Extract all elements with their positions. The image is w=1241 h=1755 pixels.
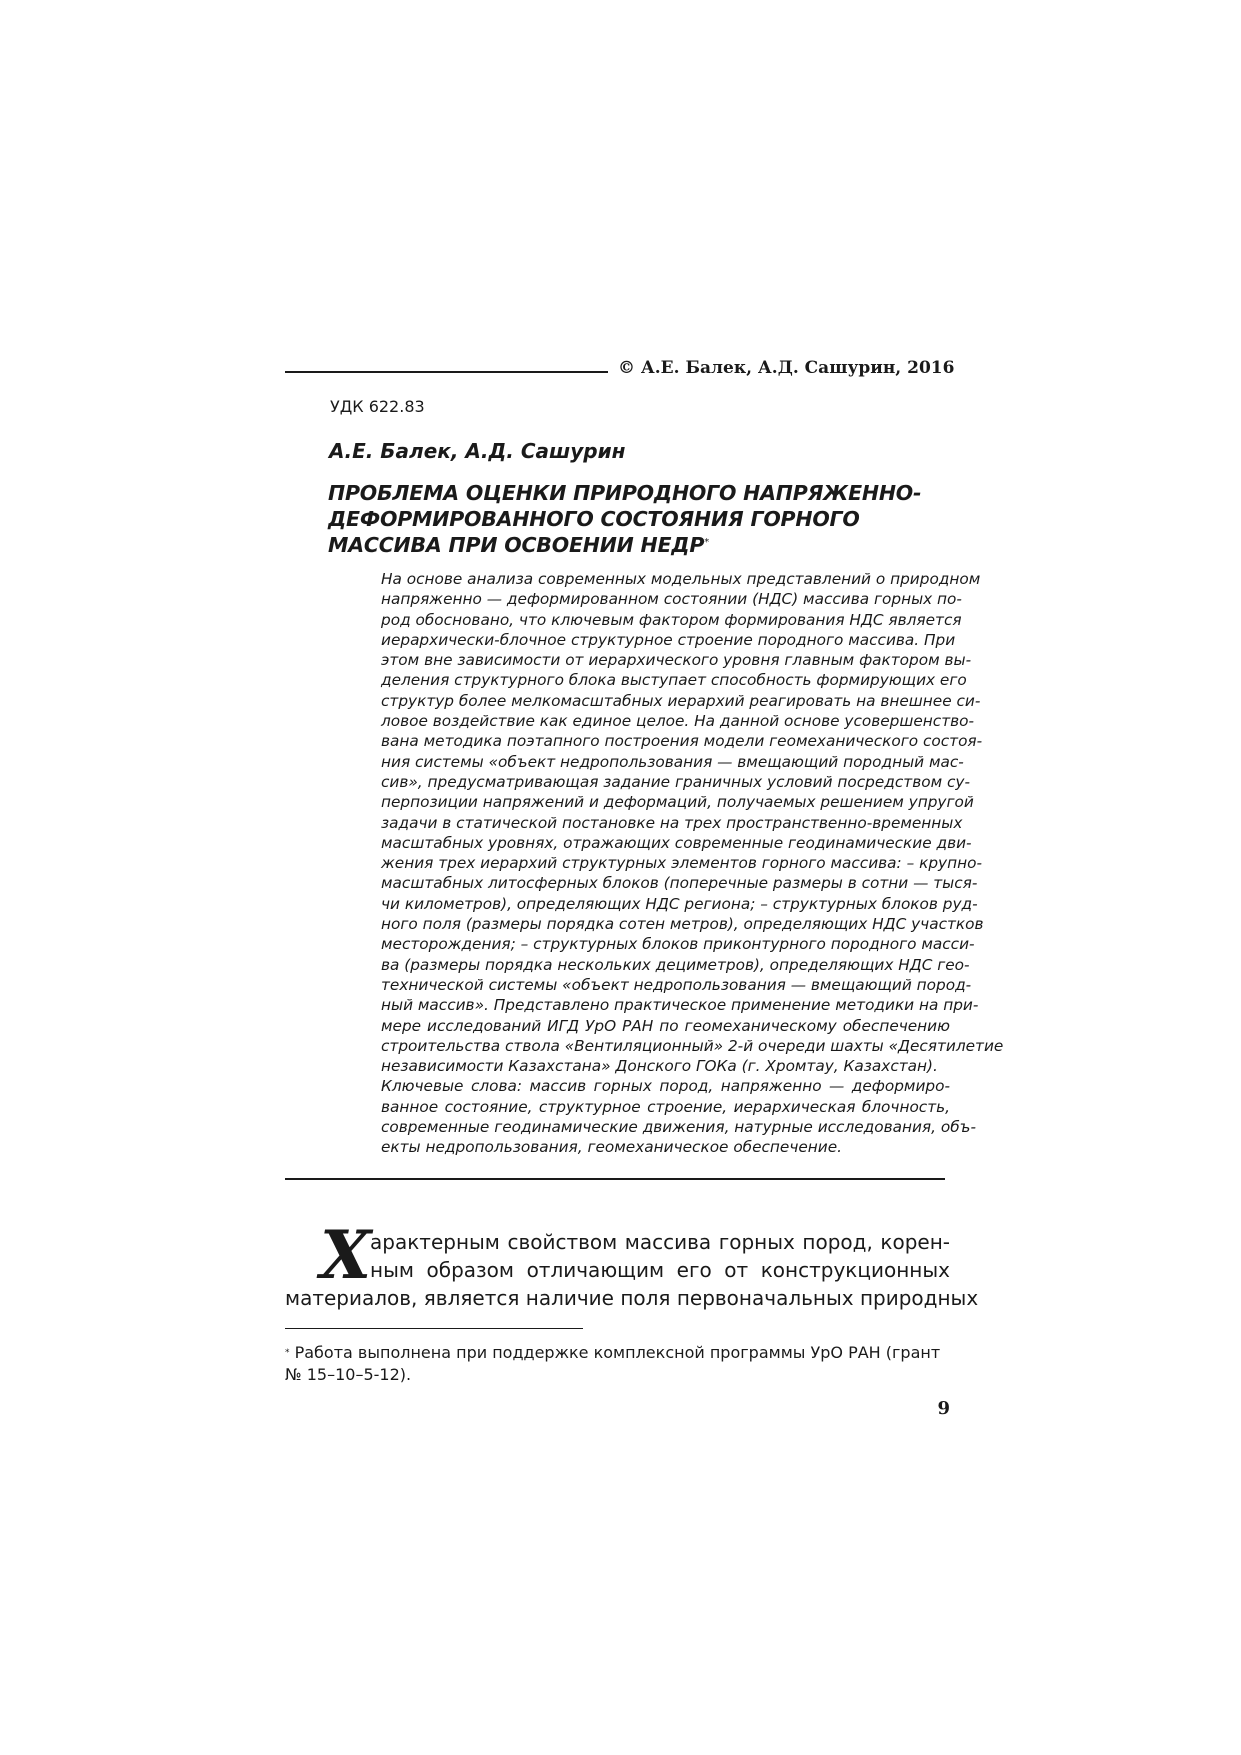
abstract-line: ловое воздействие как единое целое. На данной основе усовершенство- <box>381 712 975 731</box>
title-line: ПРОБЛЕМА ОЦЕНКИ ПРИРОДНОГО НАПРЯЖЕННО- <box>328 481 922 505</box>
title-line: ДЕФОРМИРОВАННОГО СОСТОЯНИЯ ГОРНОГО <box>328 507 860 531</box>
abstract-line: ный массив». Представлено практическое применение методики на при- <box>381 996 979 1015</box>
keywords-line: современные геодинамические движения, натурные исследования, объ- <box>381 1118 976 1137</box>
body-text <box>285 1228 979 1312</box>
header-rule <box>285 371 608 373</box>
body-line: арактерным свойством массива горных пород, корен- <box>370 1230 950 1254</box>
copyright-line: © А.Е. Балек, А.Д. Сашурин, 2016 <box>618 358 955 378</box>
drop-cap: Х <box>320 1216 372 1294</box>
footnote-line: № 15–10–5-12). <box>285 1365 412 1384</box>
udk-code: УДК 622.83 <box>330 397 425 416</box>
abstract-line: На основе анализа современных модельных представлений о природном <box>381 570 981 588</box>
abstract-line: деления структурного блока выступает способность формирующих его <box>381 671 967 690</box>
abstract-line: структур более мелкомасштабных иерархий реагировать на внешнее си- <box>381 691 981 710</box>
article-title <box>328 480 928 558</box>
title-line <box>328 532 928 558</box>
footnote-text: Работа выполнена при поддержке комплексной программы УрО РАН (грант <box>294 1343 941 1362</box>
title-footnote-mark: * <box>704 537 710 548</box>
body-line: ным образом отличающим его от конструкционных <box>370 1258 950 1282</box>
abstract-line: ния системы «объект недропользования — вмещающий породный мас- <box>381 752 964 771</box>
keywords-line: ванное состояние, структурное строение, иерархическая блочность, <box>381 1097 950 1116</box>
section-rule <box>285 1178 945 1180</box>
title-line-text: МАССИВА ПРИ ОСВОЕНИИ НЕДР <box>328 533 705 557</box>
abstract-line: мере исследований ИГД УрО РАН по геомеханическому обеспечению <box>381 1016 950 1035</box>
footnote-mark: * <box>285 1348 290 1358</box>
abstract-line: напряженно — деформированном состоянии (НДС) массива горных по- <box>381 590 962 609</box>
authors: А.Е. Балек, А.Д. Сашурин <box>329 439 626 463</box>
footnote <box>285 1342 950 1386</box>
abstract-line: перпозиции напряжений и деформаций, получаемых решением упругой <box>381 793 974 812</box>
abstract-line: этом вне зависимости от иерархического уровня главным фактором вы- <box>381 651 972 670</box>
abstract-line: вана методика поэтапного построения модели геомеханического состоя- <box>381 732 983 751</box>
abstract-line: иерархически-блочное структурное строение породного массива. При <box>381 630 956 649</box>
abstract-line: масштабных литосферных блоков (поперечные размеры в сотни — тыся- <box>381 874 978 893</box>
abstract-line: ного поля (размеры порядка сотен метров), определяющих НДС участков <box>381 915 984 934</box>
abstract <box>381 569 1004 1158</box>
footnote-rule <box>285 1328 583 1329</box>
keywords-line: Ключевые слова: массив горных пород, напряженно — деформиро- <box>381 1077 950 1096</box>
footnote-line <box>285 1342 950 1364</box>
abstract-line: задачи в статической постановке на трех пространственно-временных <box>381 813 963 832</box>
abstract-line: сив», предусматривающая задание граничных условий посредством су- <box>381 772 970 791</box>
abstract-line: масштабных уровнях, отражающих современные геодинамические дви- <box>381 833 972 852</box>
abstract-line: ва (размеры порядка нескольких дециметров), определяющих НДС гео- <box>381 955 970 974</box>
abstract-line: технической системы «объект недропользования — вмещающий пород- <box>381 975 972 994</box>
abstract-line: месторождения; – структурных блоков приконтурного породного масси- <box>381 935 975 954</box>
abstract-line: род обосновано, что ключевым фактором формирования НДС является <box>381 610 962 629</box>
abstract-line: независимости Казахстана» Донского ГОКа (г. Хромтау, Казахстан). <box>381 1057 938 1076</box>
abstract-line: чи километров), определяющих НДС региона; – структурных блоков руд- <box>381 894 978 913</box>
keywords-line: екты недропользования, геомеханическое обеспечение. <box>381 1138 843 1157</box>
abstract-line: жения трех иерархий структурных элементов горного массива: – крупно- <box>381 854 982 873</box>
abstract-line: строительства ствола «Вентиляционный» 2-й очереди шахты «Десятилетие <box>381 1036 1004 1055</box>
page-number: 9 <box>937 1398 950 1419</box>
body-line: материалов, является наличие поля первоначальных природных <box>285 1286 979 1310</box>
